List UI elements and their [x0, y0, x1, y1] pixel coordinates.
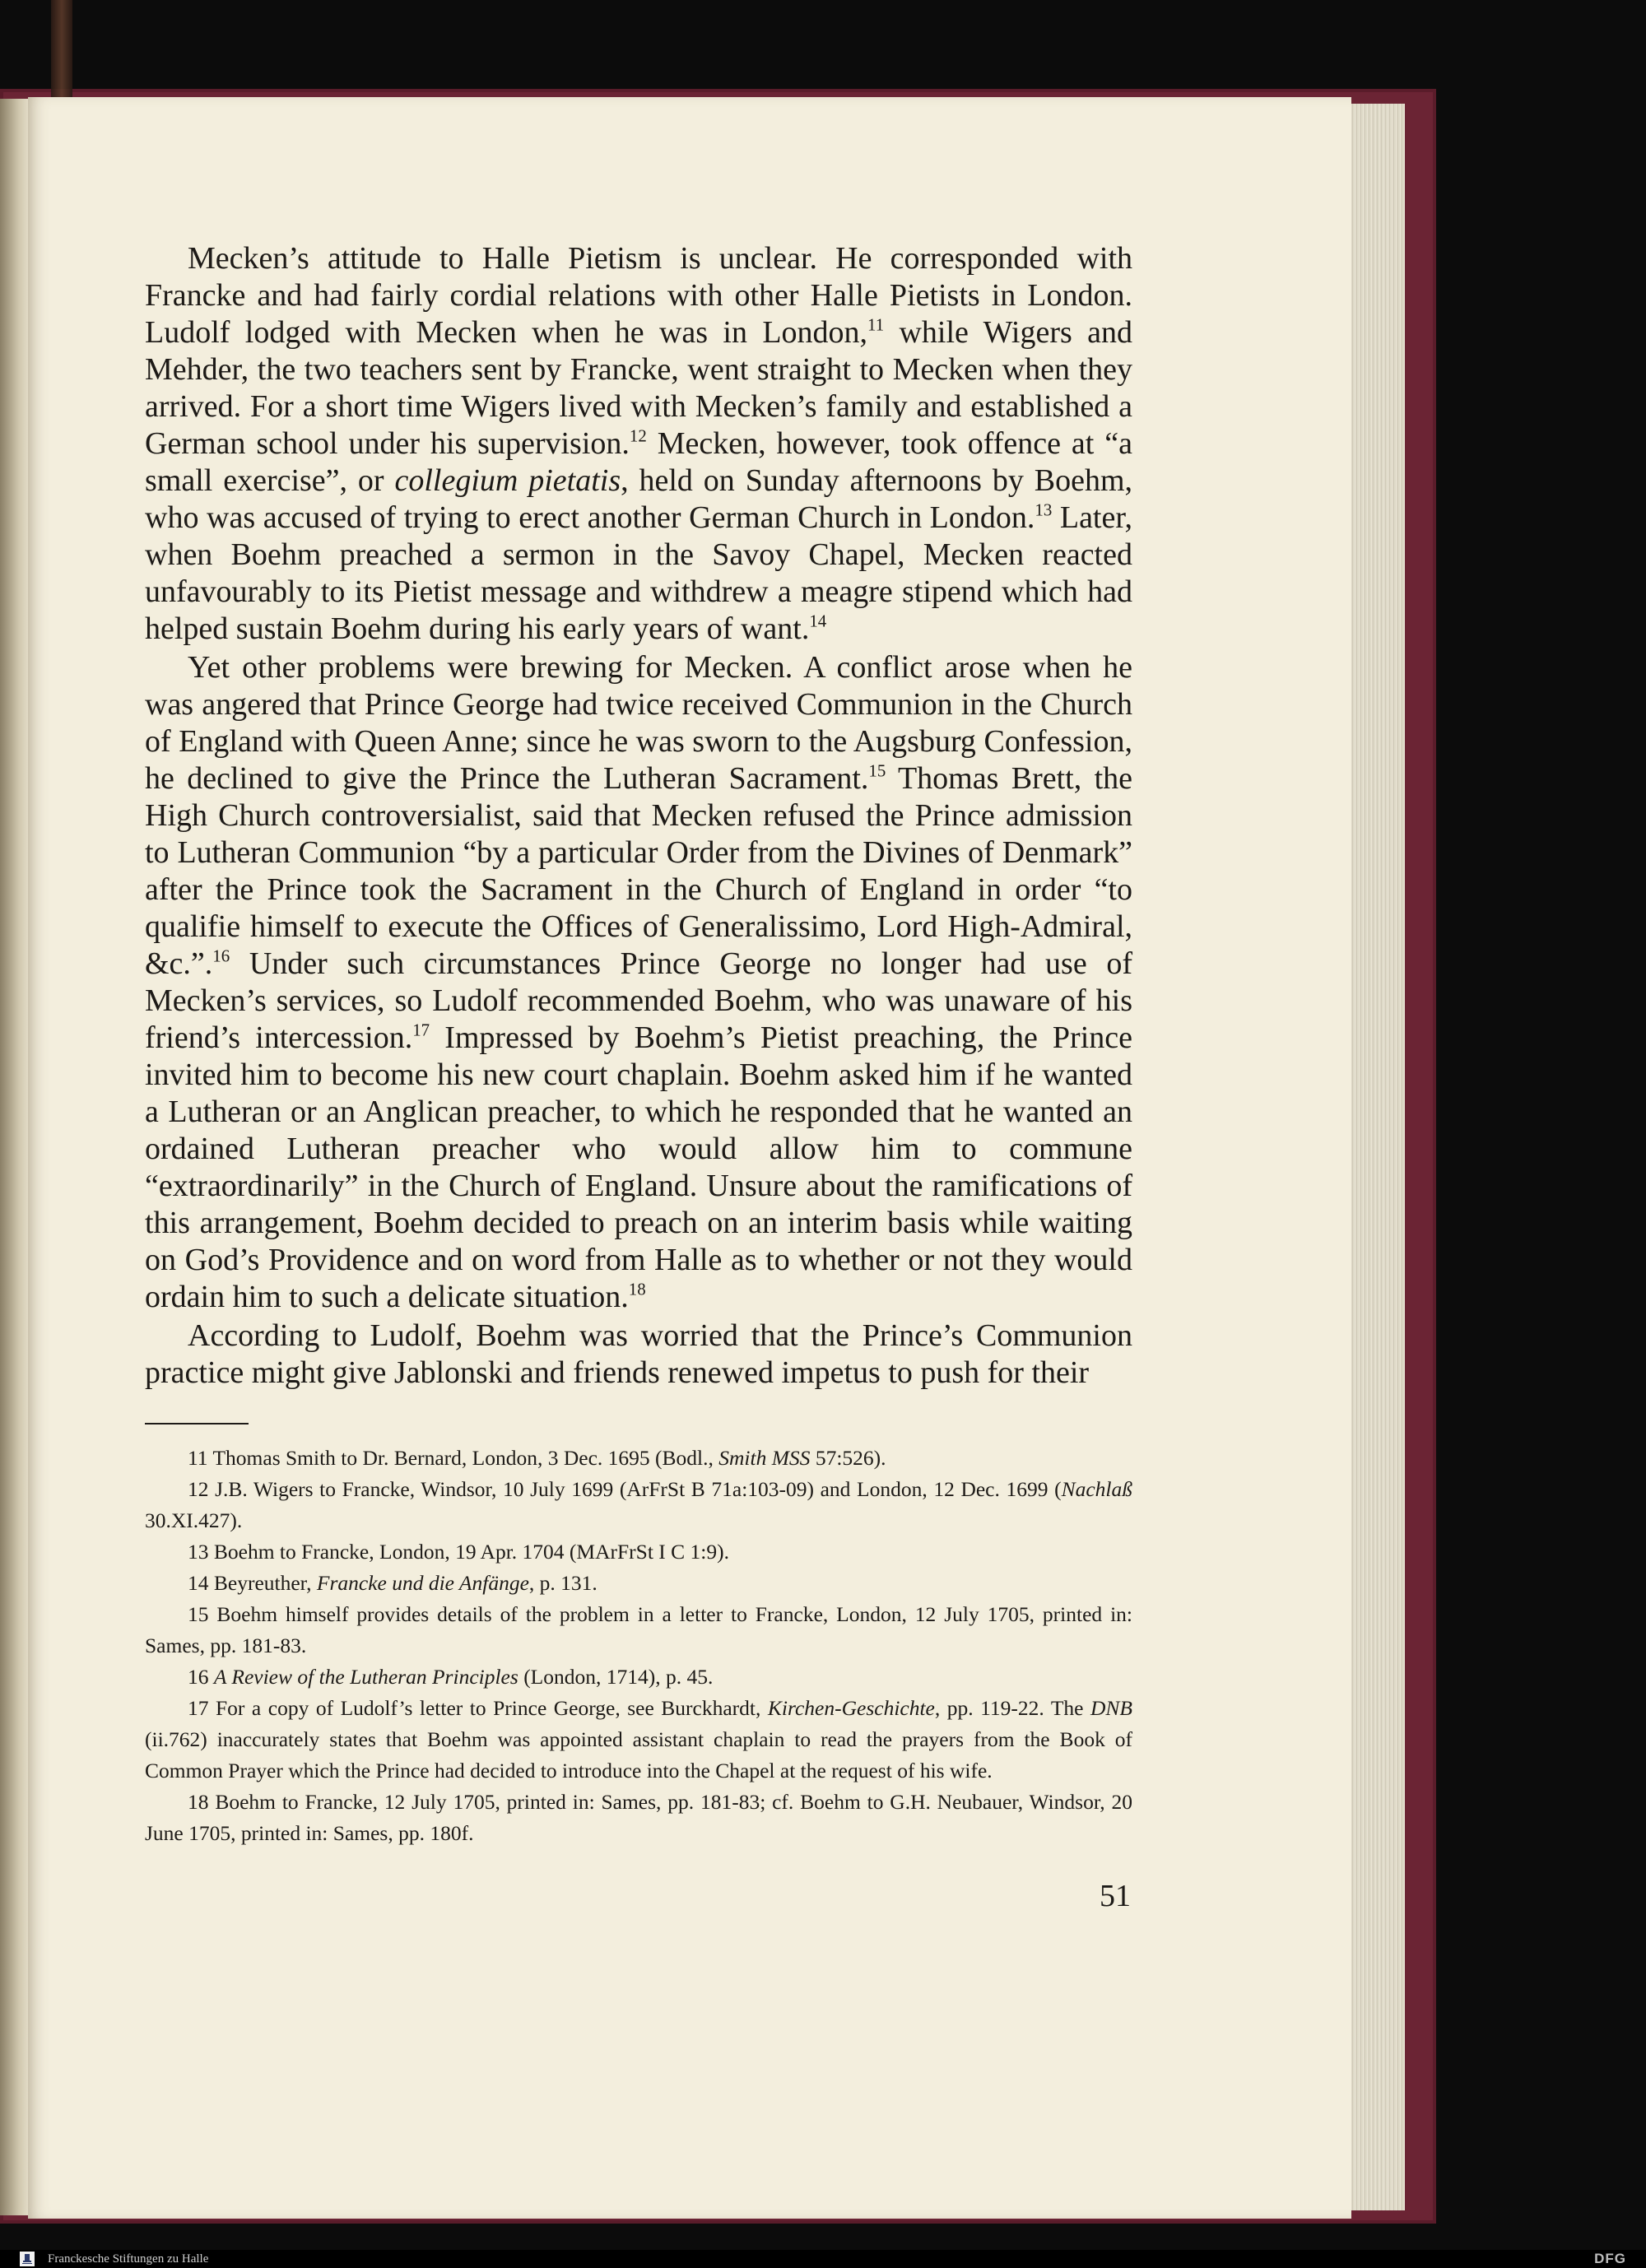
page-number: 51 [1100, 1879, 1131, 1913]
foundation-emblem-icon [20, 2252, 35, 2266]
footnote [145, 1474, 1132, 1536]
institution-name[interactable]: Franckesche Stiftungen zu Halle [48, 2252, 209, 2266]
footnote [145, 1568, 1132, 1599]
body-paragraph [145, 240, 1132, 648]
footnote-reference: 16 [212, 946, 230, 966]
footnote-reference: 12 [629, 425, 647, 446]
footnote-reference: 11 [867, 314, 885, 335]
text-run: 16 [188, 1665, 214, 1689]
italic-text: collegium pietatis [394, 463, 621, 498]
text-run: 30.XI.427). [145, 1508, 243, 1532]
footnote-reference: 18 [628, 1279, 646, 1299]
text-run: Later, when Boehm preached a sermon in the Savoy Chapel, Mecken reacted unfavourably to its Pietist message and withdrew a meagre stipend which had helped sustain Boehm during his early years of want. [145, 500, 1132, 646]
viewer-footer [0, 2250, 1646, 2268]
text-run: , held on Sunday afternoons by Boehm, who was accused of trying to erect another German Church in London. [145, 463, 1133, 535]
footnote-reference: 17 [412, 1020, 430, 1040]
footnotes [145, 1443, 1132, 1849]
footnote [145, 1787, 1132, 1849]
text-run: Yet other problems were brewing for Mecken. A conflict arose when he was angered that Prince George had twice received Communion in the Church of England with Queen Anne; since he was sworn to the Augsburg Confession, he declined to give the Prince the Lutheran Sacrament. [145, 650, 1132, 796]
footnote-reference: 13 [1035, 500, 1053, 520]
text-run: (London, 1714), p. 45. [518, 1665, 714, 1689]
dfg-logo: DFG [1594, 2251, 1626, 2266]
footnote-separator [145, 1423, 249, 1424]
footnote-reference: 15 [868, 760, 886, 781]
text-run: Mecken’s attitude to Halle Pietism is unclear. He corresponded with Francke and had fairly cordial relations with other Halle Pietists in London. Ludolf lodged with Mecken when he was in London, [145, 241, 1132, 350]
text-run: According to Ludolf, Boehm was worried that the Prince’s Communion practice might give Jablonski and friends renewed impetus to push for their [145, 1318, 1132, 1390]
footnote [145, 1661, 1132, 1693]
text-run: 12 J.B. Wigers to Francke, Windsor, 10 July 1699 (ArFrSt B 71a:103-09) and London, 12 Dec. 1699 ( [188, 1477, 1062, 1501]
page-edges [1346, 104, 1405, 2210]
italic-text: Francke und die Anfänge [316, 1571, 529, 1595]
text-run: Mecken, however, took offence at “a small exercise”, or [145, 426, 1132, 498]
italic-text: A Review of the Lutheran Principles [213, 1665, 518, 1689]
footnote [145, 1536, 1132, 1568]
italic-text: DNB [1090, 1696, 1132, 1720]
left-gutter [0, 99, 31, 2215]
text-run: , pp. 119-22. The [934, 1696, 1090, 1720]
footnote [145, 1443, 1132, 1474]
italic-text: Kirchen-Geschichte [767, 1696, 935, 1720]
text-run: (ii.762) inaccurately states that Boehm was appointed assistant chaplain to read the prayers from the Book of Common Prayer which the Prince had decided to introduce into the Chapel at the request of his wife. [145, 1727, 1132, 1782]
body-paragraph [145, 649, 1132, 1316]
text-run: 15 Boehm himself provides details of the problem in a letter to Francke, London, 12 July 1705, printed in: Sames, pp. 181-83. [145, 1602, 1132, 1657]
text-run: Impressed by Boehm’s Pietist preaching, the Prince invited him to become his new court chaplain. Boehm asked him if he wanted a Lutheran or an Anglican preacher, to which he responded that he wanted an ordained Lutheran preacher who would allow him to commune “extraordinarily” in the Church of England. Unsure about the ramifications of this arrangement, Boehm decided to preach on an interim basis while waiting on God’s Providence and on word from Halle as to whether or not they would ordain him to such a delicate situation. [145, 1020, 1132, 1314]
footnote [145, 1599, 1132, 1661]
text-run: 57:526). [810, 1446, 886, 1470]
text-run: 13 Boehm to Francke, London, 19 Apr. 1704 (MArFrSt I C 1:9). [188, 1540, 730, 1564]
text-run: Under such circumstances Prince George no longer had use of Mecken’s services, so Ludolf recommended Boehm, who was unaware of his friend’s intercession. [145, 946, 1132, 1055]
body-text [145, 240, 1132, 1392]
text-run: 18 Boehm to Francke, 12 July 1705, printed in: Sames, pp. 181-83; cf. Boehm to G.H. Neubauer, Windsor, 20 June 1705, printed in: Sames, pp. 180f. [145, 1790, 1132, 1845]
text-run: 14 Beyreuther, [188, 1571, 317, 1595]
footnote [145, 1693, 1132, 1787]
text-run: while Wigers and Mehder, the two teachers sent by Francke, went straight to Mecken when they arrived. For a short time Wigers lived with Mecken’s family and established a German school under his supervision. [145, 315, 1132, 461]
italic-text: Nachlaß [1061, 1477, 1132, 1501]
body-paragraph [145, 1318, 1132, 1392]
italic-text: Smith MSS [718, 1446, 811, 1470]
text-block [145, 240, 1132, 1849]
footnote-reference: 14 [809, 611, 827, 631]
text-run: 11 Thomas Smith to Dr. Bernard, London, 3 Dec. 1695 (Bodl., [188, 1446, 719, 1470]
text-run: 17 For a copy of Ludolf’s letter to Prince George, see Burckhardt, [188, 1696, 768, 1720]
text-run: , p. 131. [528, 1571, 597, 1595]
text-run: Thomas Brett, the High Church controversialist, said that Mecken refused the Prince admission to Lutheran Communion “by a particular Order from the Divines of Denmark” after the Prince took the Sacrament in the Church of England in order “to qualifie himself to execute the Offices of Generalissimo, Lord High-Admiral, &c.”. [145, 761, 1132, 981]
